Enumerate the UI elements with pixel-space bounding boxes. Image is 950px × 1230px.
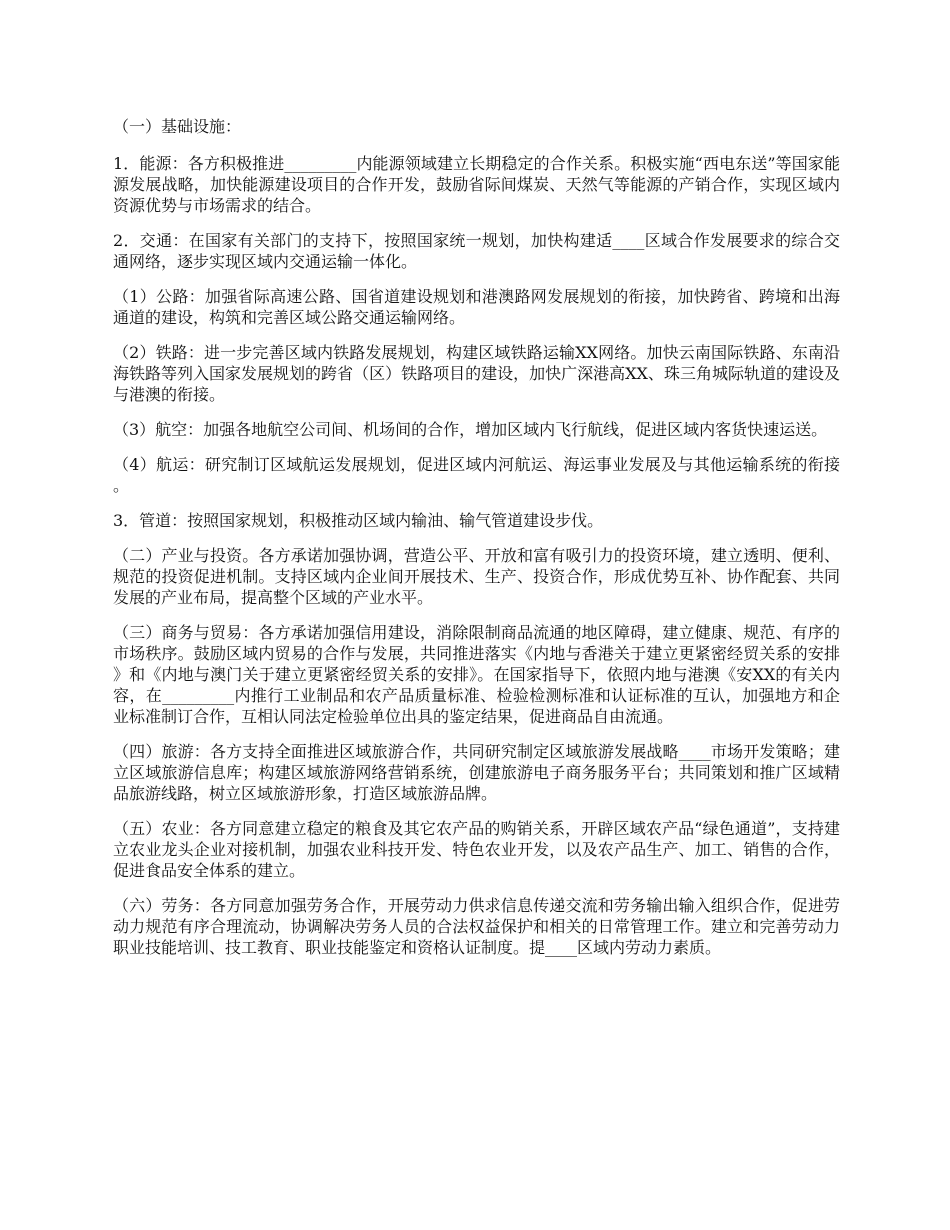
paragraph-agriculture: （五）农业：各方同意建立稳定的粮食及其它农产品的购销关系，开辟区域农产品“绿色通道”，支持建立农业龙头企业对接机制，加强农业科技开发、特色农业开发，以及农产品生产、加工、销售的合作，促进食品安全体系的建立。 bbox=[113, 819, 840, 880]
paragraph-transport: 2．交通：在国家有关部门的支持下，按照国家统一规划，加快构建适____区域合作发展要求的综合交通网络，逐步实现区域内交通运输一体化。 bbox=[113, 231, 840, 271]
paragraph-tourism: （四）旅游：各方支持全面推进区域旅游合作，共同研究制定区域旅游发展战略____市场开发策略；建立区域旅游信息库；构建区域旅游网络营销系统，创建旅游电子商务服务平台；共同策划和推广区域精品旅游线路，树立区域旅游形象，打造区域旅游品牌。 bbox=[113, 742, 840, 803]
paragraph-highway: （1）公路：加强省际高速公路、国省道建设规划和港澳路网发展规划的衔接，加快跨省、跨境和出海通道的建设，构筑和完善区域公路交通运输网络。 bbox=[113, 287, 840, 327]
paragraph-pipeline: 3．管道：按照国家规划，积极推动区域内输油、输气管道建设步伐。 bbox=[113, 511, 604, 530]
section-heading-infrastructure: （一）基础设施： bbox=[113, 117, 242, 136]
paragraph-aviation: （3）航空：加强各地航空公司间、机场间的合作，增加区域内飞行航线，促进区域内客货快速运送。 bbox=[113, 420, 828, 439]
paragraph-commerce-trade: （三）商务与贸易：各方承诺加强信用建设，消除限制商品流通的地区障碍，建立健康、规范、有序的市场秩序。鼓励区域内贸易的合作与发展，共同推进落实《内地与香港关于建立更紧密经贸关系的安排》和《内地与澳门关于建立更紧密经贸关系的安排》。在国家指导下，依照内地与港澳《安XX的有关内容，在_________内推行工业制品和农产品质量标准、检验检测标准和认证标准的互认，加强地方和企业标准制订合作，互相认同法定检验单位出具的鉴定结果，促进商品自由流通。 bbox=[113, 623, 840, 726]
paragraph-shipping: （4）航运：研究制订区域航运发展规划，促进区域内河航运、海运事业发展及与其他运输系统的衔接。 bbox=[113, 455, 840, 495]
paragraph-labor: （六）劳务：各方同意加强劳务合作，开展劳动力供求信息传递交流和劳务输出输入组织合作，促进劳动力规范有序合理流动，协调解决劳务人员的合法权益保护和相关的日常管理工作。建立和完善劳动力职业技能培训、技工教育、职业技能鉴定和资格认证制度。提____区域内劳动力素质。 bbox=[113, 896, 840, 957]
paragraph-railway: （2）铁路：进一步完善区域内铁路发展规划，构建区域铁路运输XX网络。加快云南国际铁路、东南沿海铁路等列入国家发展规划的跨省（区）铁路项目的建设，加快广深港高XX、珠三角城际轨道的建设及与港澳的衔接。 bbox=[113, 343, 840, 404]
paragraph-energy: 1．能源：各方积极推进_________内能源领域建立长期稳定的合作关系。积极实施“西电东送”等国家能源发展战略，加快能源建设项目的合作开发，鼓励省际间煤炭、天然气等能源的产销合作，实现区域内资源优势与市场需求的结合。 bbox=[113, 154, 840, 215]
paragraph-industry-investment: （二）产业与投资。各方承诺加强协调，营造公平、开放和富有吸引力的投资环境，建立透明、便利、规范的投资促进机制。支持区域内企业间开展技术、生产、投资合作，形成优势互补、协作配套、共同发展的产业布局，提高整个区域的产业水平。 bbox=[113, 546, 840, 607]
